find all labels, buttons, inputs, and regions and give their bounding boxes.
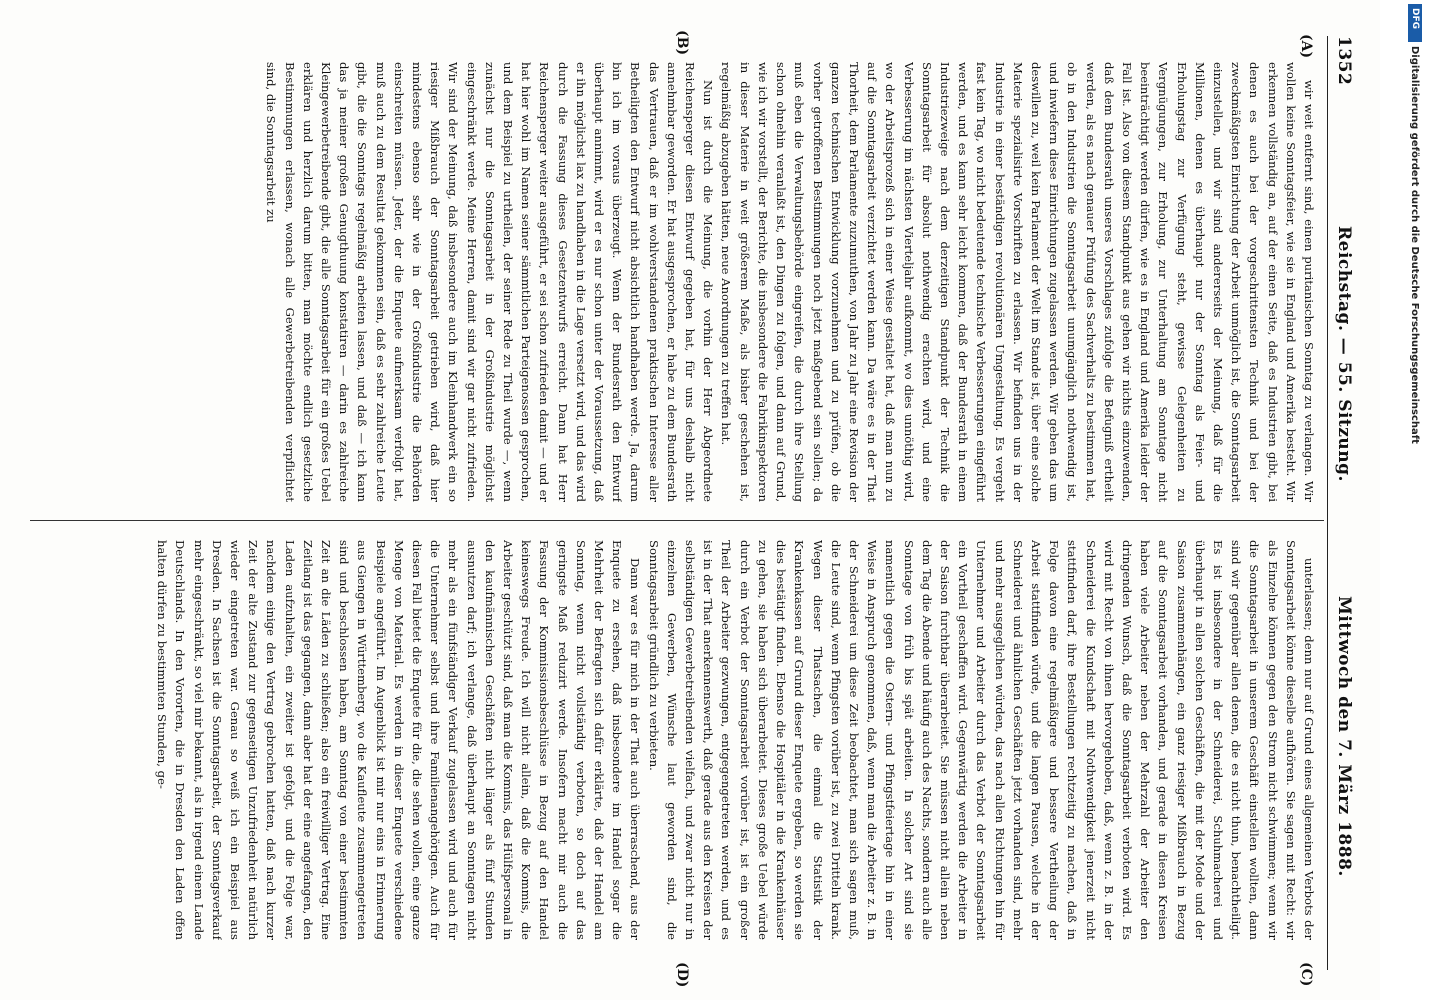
- dfg-logo: [1408, 4, 1422, 42]
- digitization-credit: [1408, 6, 1422, 986]
- page-header: [1332, 36, 1354, 970]
- margin-marker-d: (D): [674, 962, 690, 988]
- right-column: [40, 540, 1318, 940]
- header-rule: [1327, 36, 1328, 970]
- paragraph: Dann war es für mich in der That auch überraschend, aus der Enquete zu ersehen, daß insbesondere im Handel sogar die Mehrheit der Befragten sich dafür erklärte, daß der Handel am Sonntag, wenn nicht vollständig verboten, so doch auf das geringste Maß reduzirt werde. Insofern macht mir auch die Fassung der Kommissionsbeschlüsse in Bezug auf den Handel keineswegs Freude. Ich will nicht allein, daß die Kommis, die Arbeiter geschützt sind, daß man die Kommis, das Hülfspersonal in den kaufmännischen Geschäften nicht länger als fünf Stunden ausnutzen darf; ich verlange, daß überhaupt an Sonntagen nicht mehr als ein fünfständiger Verkauf zugelassen wird und auch für die Unternehmer selbst und ihre Familienangehörigen. Auch für diesen Fall bietet die Enquete für die, die sehen wollen, eine ganze Menge von Material. Es werden in dieser Enquete verschiedene Beispiele angeführt. Im Augenblick ist mir nur eins in Erinnerung aus Giengen in Württemberg, wo die Kaufleute zusammengetreten sind und beschlossen haben, am Sonntag von einer bestimmten Zeit an die Läden zu schließen; also ein freiwilliger Vertrag. Eine Zeitlang ist das gegangen, dann aber hat der eine angefangen, den Laden aufzuhalten, ein zweiter ist gefolgt, und die Folge war, nachdem einige den Vertrag gebrochen hatten, daß nach kurzer Zeit der alte Zustand zur gegenseitigen Unzufriedenheit natürlich wieder eingetreten war. Genau so weiß ich ein Beispiel aus Dresden. In Sachsen ist die Sonntagsarbeit, der Sonntagsverkauf mehr eingeschränkt, so viel mir bekannt, als in irgend einem Lande Deutschlands. In den Vororten, die in Dresden den Laden offen halten dürfen zu bestimmten Stunden, ge-: [155, 540, 643, 940]
- margin-marker-b: (B): [674, 30, 690, 56]
- margin-marker-a: (A): [1298, 34, 1314, 59]
- paragraph: wir weit entfernt sind, einen puritanischen Sonntag zu verlangen. Wir wollen keine Sonntagsfeier, wie sie in England und Amerika besteht. Wir erkennen vollständig an, auf der einen Seite, daß es Industrien gibt, bei denen es auch bei der vorgeschrittensten Technik und bei der zweckmäßigsten Einrichtung der Arbeit unmöglich ist, die Sonntagsarbeit einzustellen, und wir sind andererseits der Meinung, daß für die Millionen, denen es überhaupt nur der Sonntag als Feier- und Erholungstag zur Verfügung steht, gewisse Gelegenheiten zu Vergnügungen, zur Erholung, zur Unterhaltung am Sonntage nicht beeinträchtigt werden dürfen, wie es in England und Amerika leider der Fall ist. Also von diesem Standpunkt aus gehen wir nichts einzuwenden, daß dem Bundesrath unseres Vorschlages zufolge die Befugniß ertheilt werden, als es nach genauer Prüfung des Sachverhalts zu bestimmen hat, ob in den Industrien die Sonntagsarbeit unumgänglich nothwendig ist, und inwiefern diese Einrichtungen zugelassen werden. Wir geben das um deswillen zu, weil kein Parlament der Welt im Stande ist, über eine solche Materie spezialisirte Vorschriften zu erlassen. Wir befinden uns in der Industrie in einer beständigen revolutionären Umgestaltung. Es vergeht fast kein Tag, wo nicht bedeutende technische Verbesserungen eingeführt werden, und es kann sehr leicht kommen, daß der Bundesrath in einem Industriezweige nach dem derzeitigen Standpunkt der Technik die Sonntagsarbeit für absolut nothwendig erachten wird, und eine Verbesserung im nächsten Vierteljahr aufkommt, wo dies unnöthig wird, wo der Arbeitsprozeß sich in einer Weise gestaltet hat, daß man nun zu auf die Sonntagsarbeit verzichtet werden kann. Da wäre es in der That Thorheit, dem Parlamente zuzumuthen, von Jahr zu Jahr eine Revision der ganzen technischen Entwicklung vorzunehmen und zu prüfen, ob die vorher getroffenen Bestimmungen noch jetzt maßgebend sein sollen; da muß eben die Verwaltungsbehörde eingreifen, die durch ihre Stellung schon ohnehin veranlaßt ist, den Dingen zu folgen, und dann auf Grund, wie ich wir vorstellt, der Berichte, die insbesondere die Fabrikinspektoren in dieser Materie in weit größerem Maße, als bisher geschehen ist, regelmäßig abzugeben hätten, neue Anordnungen zu treffen hat.: [719, 62, 1316, 502]
- header-right-title: Mittwoch den 7. März 1888.: [1334, 596, 1354, 877]
- left-column: [40, 62, 1318, 502]
- paragraph: Nun ist durch die Meinung, die vorhin der Herr Abgeordnete Reichensperger diesen Entwurf gegeben hat, für uns deshalb nicht annehmbar geworden. Er hat ausgesprochen, er habe zu dem Bundesrath das Vertrauen, daß er im wohlverstandenen praktischen Interesse aller Betheiligten den Entwurf nicht absichtlich handhaben werde. Ja, darum bin ich im voraus überzeugt. Wenn der Bundesrath den Entwurf überhaupt annimmt, wird er es nur schon unter der Voraussetzung, daß er ihn möglichst lax zu handhaben in die Lage versetzt wird, und das wird durch die Fassung dieses Gesetzentwurfs erreicht. Dann hat Herr Reichensperger weiter ausgeführt, er sei schon zufrieden damit — und er hat hier wohl im Namen seiner sämmtlichen Parteigenossen gesprochen, und dem Beispiel zu urtheilen, der seiner Rede zu Theil wurde —, wenn zunächst nur die Sonntagsarbeit in der Großindustrie möglichst eingeschränkt werde. Meine Herren, damit sind wir gar nicht zufrieden. Wir sind der Meinung, daß insbesondere auch im Kleinhandwerk ein so riesiger Mißbrauch der Sonntagsarbeit getrieben wird, daß hier mindestens ebenso sehr wie in der Großindustrie die Behörden einschreiten müssen. Jeder, der die Enquete aufmerksam verfolgt hat, muß auch zu dem Resultat gekommen sein, daß es sehr zahlreiche Leute gibt, die die Sonntags regelmäßig arbeiten lassen, und daß — ich kann das ja meiner großen Genugthuung konstatiren — darin es zahlreiche Kleingewerbetreibende gibt, die alle Sonntagsarbeit für ein großes Uebel erklären und herzlich darum bitten, man möchte endlich gesetzliche Bestimmungen erlassen, wonach alle Gewerbetreibenden verpflichtet sind, die Sonntagsarbeit zu: [264, 62, 716, 502]
- page-number: 1352: [1334, 36, 1354, 86]
- dfg-logo-text: DFG: [1410, 8, 1420, 30]
- margin-marker-c: (C): [1298, 962, 1314, 987]
- header-left-title: Reichstag. — 55. Sitzung.: [1334, 226, 1354, 482]
- paragraph: unterlassen; denn nur auf Grund eines allgemeinen Verbots der Sonntagsarbeit könne dieselbe aufhören. Sie sagen mit Recht: wir als Einzelne können gegen den Strom nicht schwimmen; wenn wir die Sonntagsarbeit in unserem Geschäft einstellen wollten, dann sind wir gegenüber allen denen, die es nicht thun, benachtheiligt. Es ist insbesondere in der Schneiderei, Schuhmacherei und überhaupt in allen solchen Geschäften, die mit der Mode und der Saison zusammenhängen, ein ganz riesiger Mißbrauch in Bezug auf die Sonntagsarbeit vorhanden, und gerade in diesen Kreisen haben viele Arbeiter neben der Mehrzahl der Arbeiter den dringenden Wunsch, daß die Sonntagsarbeit verboten wird. Es wird mit Recht von ihnen hervorgehoben, daß, wenn z. B. in der Schneiderei die Kundschaft mit Nothwendigkeit jenerzeit nicht stattfinden darf, ihre Bestellungen rechtzeitig zu machen, daß in Folge davon eine regelmäßigere und bessere Vertheilung der Arbeit stattfinden würde, und die langen Pausen, welche in der Schneiderei und ähnlichen Geschäften jetzt vorhanden sind, mehr und mehr ausgeglichen würden, das nach allen Richtungen hin für Unternehmer und Arbeiter durch das Verbot der Sonntagsarbeit ein Vortheil geschaffen wird. Gegenwärtig werden die Arbeiter in der Saison furchtbar überarbeitet. Sie müssen nicht allein neben dem Tag die Abende und häufig auch des Nachts, sondern auch alle Sonntage von früh bis spät arbeiten. In solcher Art sind sie namentlich gegen die Ostern- und Pfingstfeiertage hin in einer Weise in Anspruch genommen, daß, wenn man die Arbeiter z. B. in der Schneiderei um diese Zeit beobachtet, man sich sagen muß, die Leute sind, wenn Pfingsten vorüber ist, zu zwei Dritteln krank. Wegen dieser Thatsachen, die einmal die Statistik der Krankenkassen auf Grund dieser Enquete ergeben, so werden sie dies bestätigt finden. Ebenso die Hospitäler in die Krankenhäuser zu gehen, sie haben sich überarbeitet. Dieses große Uebel würde durch ein Verbot der Sonntagsarbeit vorüber ist, ist ein großer Theil der Arbeiter gezwungen, entgegengetreten werden, und es ist in der That anerkennenswerth, daß gerade aus den Kreisen der selbständigen Gewerbetreibenden vielfach, und zwar nicht nur in einzelnen Gewerben, Wünsche laut geworden sind, die Sonntagsarbeit gründlich zu verbieten.: [646, 540, 1316, 940]
- column-divider: [30, 520, 1324, 521]
- credit-text: Digitalisierung gefördert durch die Deutsche Forschungsgemeinschaft: [1409, 46, 1420, 444]
